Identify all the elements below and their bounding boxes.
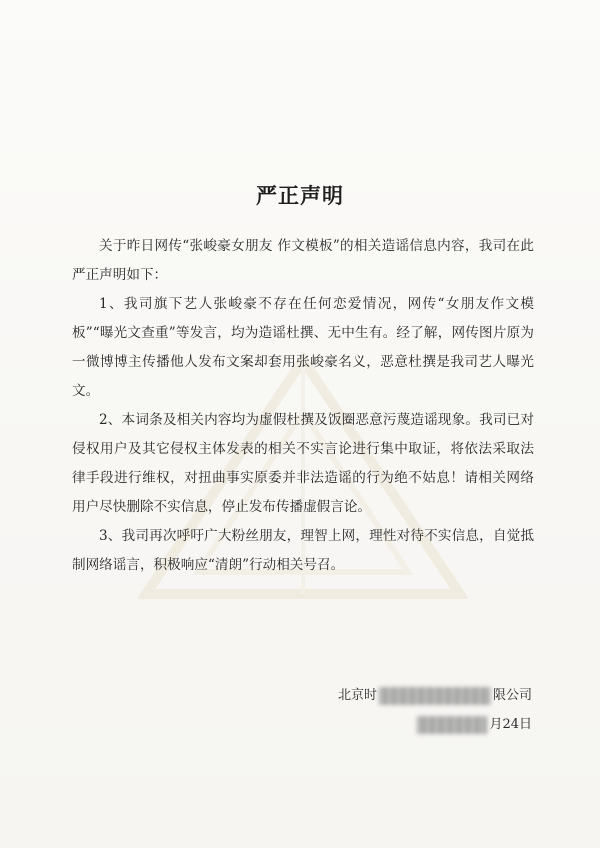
point-3-paragraph: 3、我司再次呼吁广大粉丝朋友，理智上网，理性对待不实信息，自觉抵制网络谣言，积极响应“清朗”行动相关号召。 (72, 528, 534, 573)
point-1-paragraph: 1、我司旗下艺人张峻豪不存在任何恋爱情况，网传“女朋友作文模板”“曝光文查重”等发言，均为造谣杜撰、无中生有。经了解，网传图片原为一微博博主传播他人发布文案却套用张峻豪名义，恶意杜撰是我司艺人曝光文。 (72, 296, 534, 399)
redacted-date (417, 716, 487, 734)
redacted-company-name (379, 687, 491, 705)
document-title: 严正声明 (256, 184, 344, 208)
company-name-suffix: 限公司 (492, 688, 532, 703)
intro-paragraph: 关于昨日网传“张峻豪女朋友 作文模板”的相关造谣信息内容，我司在此严正声明如下： (72, 238, 534, 283)
statement-body (72, 232, 534, 580)
point-2-paragraph: 2、本词条及相关内容均为虚假杜撰及饭圈恶意污蔑造谣现象。我司已对侵权用户及其它侵权主体发表的相关不实言论进行集中取证，将依法采取法律手段进行维权，对扭曲事实原委并非法造谣的行为绝不姑息！请相关网络用户尽快删除不实信息，停止发布传播虚假言论。 (72, 412, 534, 515)
company-name-prefix: 北京时 (337, 688, 377, 703)
company-name (292, 681, 532, 710)
signature-block (292, 681, 532, 739)
date-suffix: 月24日 (489, 717, 532, 732)
statement-date (292, 710, 532, 739)
